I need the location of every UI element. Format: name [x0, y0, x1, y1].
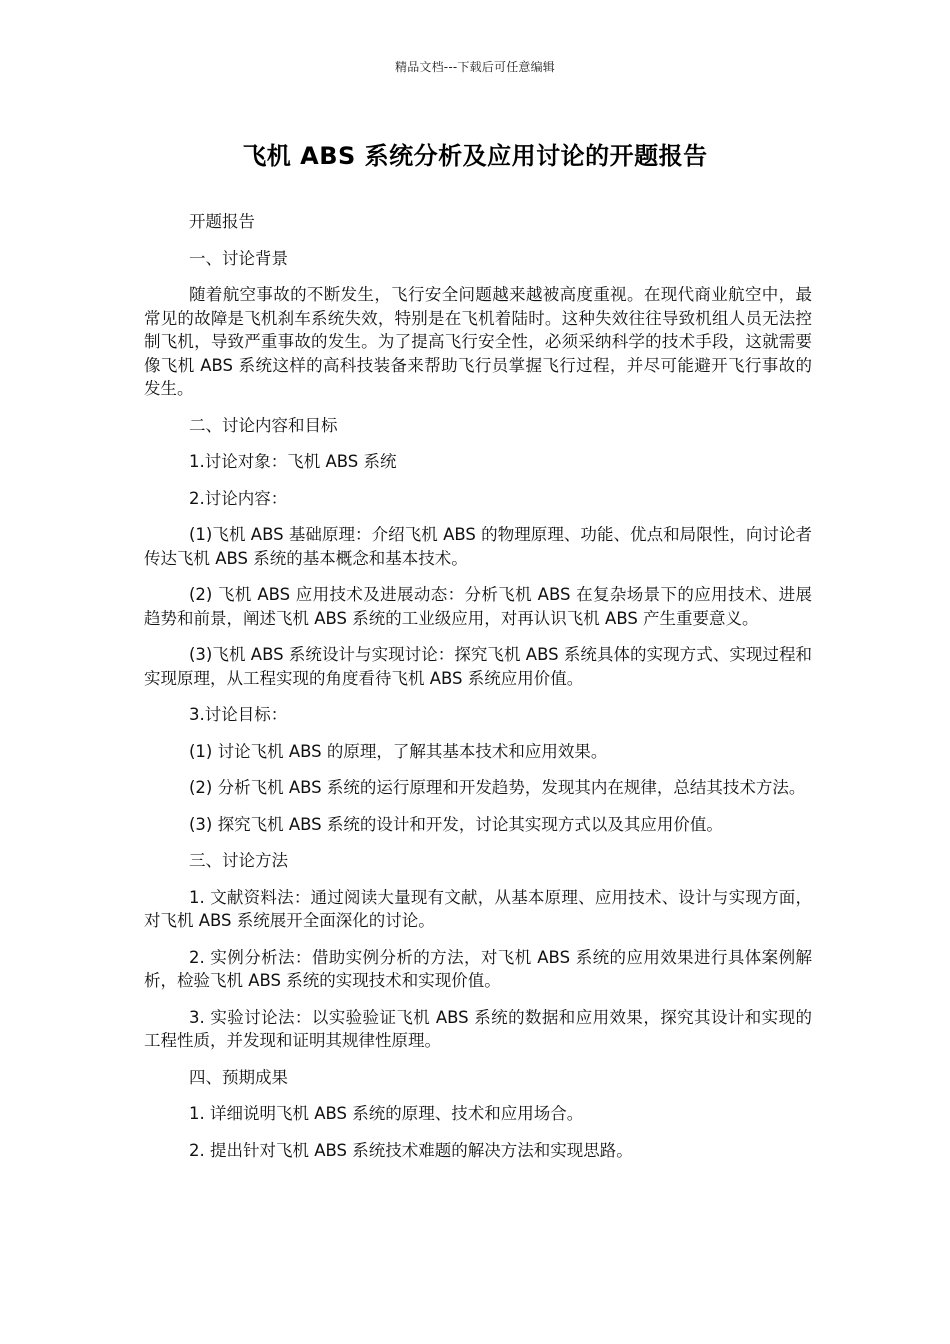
outcome-item-2: 2. 提出针对飞机 ABS 系统技术难题的解决方法和实现思路。 — [189, 1140, 633, 1160]
section-heading-methods: 三、讨论方法 — [189, 851, 288, 870]
section-heading-outcomes: 四、预期成果 — [189, 1067, 288, 1087]
goal-item-1: (1) 讨论飞机 ABS 的原理，了解其基本技术和应用效果。 — [189, 741, 608, 761]
content-label: 2.讨论内容： — [189, 488, 288, 508]
method-item-1: 1. 文献资料法：通过阅读大量现有文献，从基本原理、应用技术、设计与实现方面，对飞机 ABS 系统展开全面深化的讨论。 — [144, 887, 812, 930]
document-title: 飞机 ABS 系统分析及应用讨论的开题报告 — [242, 142, 708, 170]
content-item-3: (3)飞机 ABS 系统设计与实现讨论：探究飞机 ABS 系统具体的实现方式、实现过程和实现原理，从工程实现的角度看待飞机 ABS 系统应用价值。 — [144, 645, 812, 688]
method-item-3: 3. 实验讨论法：以实验验证飞机 ABS 系统的数据和应用效果，探究其设计和实现的工程性质，并发现和证明其规律性原理。 — [144, 1007, 812, 1050]
document-body — [144, 210, 812, 1175]
background-paragraph: 随着航空事故的不断发生，飞行安全问题越来越被高度重视。在现代商业航空中，最常见的故障是飞机刹车系统失效，特别是在飞机着陆时。这种失效往往导致机组人员无法控制飞机，导致严重事故的发生。为了提高飞行安全性，必须采纳科学的技术手段，这就需要像飞机 ABS 系统这样的高科技装备来帮助飞行员掌握飞行过程，并尽可能避开飞行事故的发生。 — [144, 285, 812, 398]
goals-label: 3.讨论目标： — [189, 705, 288, 724]
header-note: 精品文档---下载后可任意编辑 — [395, 60, 555, 74]
content-item-2: (2) 飞机 ABS 应用技术及进展动态：分析飞机 ABS 在复杂场景下的应用技术、进展趋势和前景，阐述飞机 ABS 系统的工业级应用，对再认识飞机 ABS 产生重要意义。 — [144, 585, 812, 628]
content-item-1: (1)飞机 ABS 基础原理：介绍飞机 ABS 的物理原理、功能、优点和局限性，向讨论者传达飞机 ABS 系统的基本概念和基本技术。 — [144, 525, 812, 568]
outcome-item-1: 1. 详细说明飞机 ABS 系统的原理、技术和应用场合。 — [189, 1104, 584, 1123]
report-label: 开题报告 — [189, 212, 255, 231]
goal-item-2: (2) 分析飞机 ABS 系统的运行原理和开发趋势，发现其内在规律，总结其技术方法。 — [189, 778, 806, 797]
section-heading-content-goals: 二、讨论内容和目标 — [189, 415, 338, 435]
goal-item-3: (3) 探究飞机 ABS 系统的设计和开发，讨论其实现方式以及其应用价值。 — [189, 814, 723, 834]
method-item-2: 2. 实例分析法：借助实例分析的方法，对飞机 ABS 系统的应用效果进行具体案例解析，检验飞机 ABS 系统的实现技术和实现价值。 — [144, 947, 812, 990]
section-heading-background: 一、讨论背景 — [189, 248, 288, 268]
subject-line: 1.讨论对象：飞机 ABS 系统 — [189, 452, 397, 471]
